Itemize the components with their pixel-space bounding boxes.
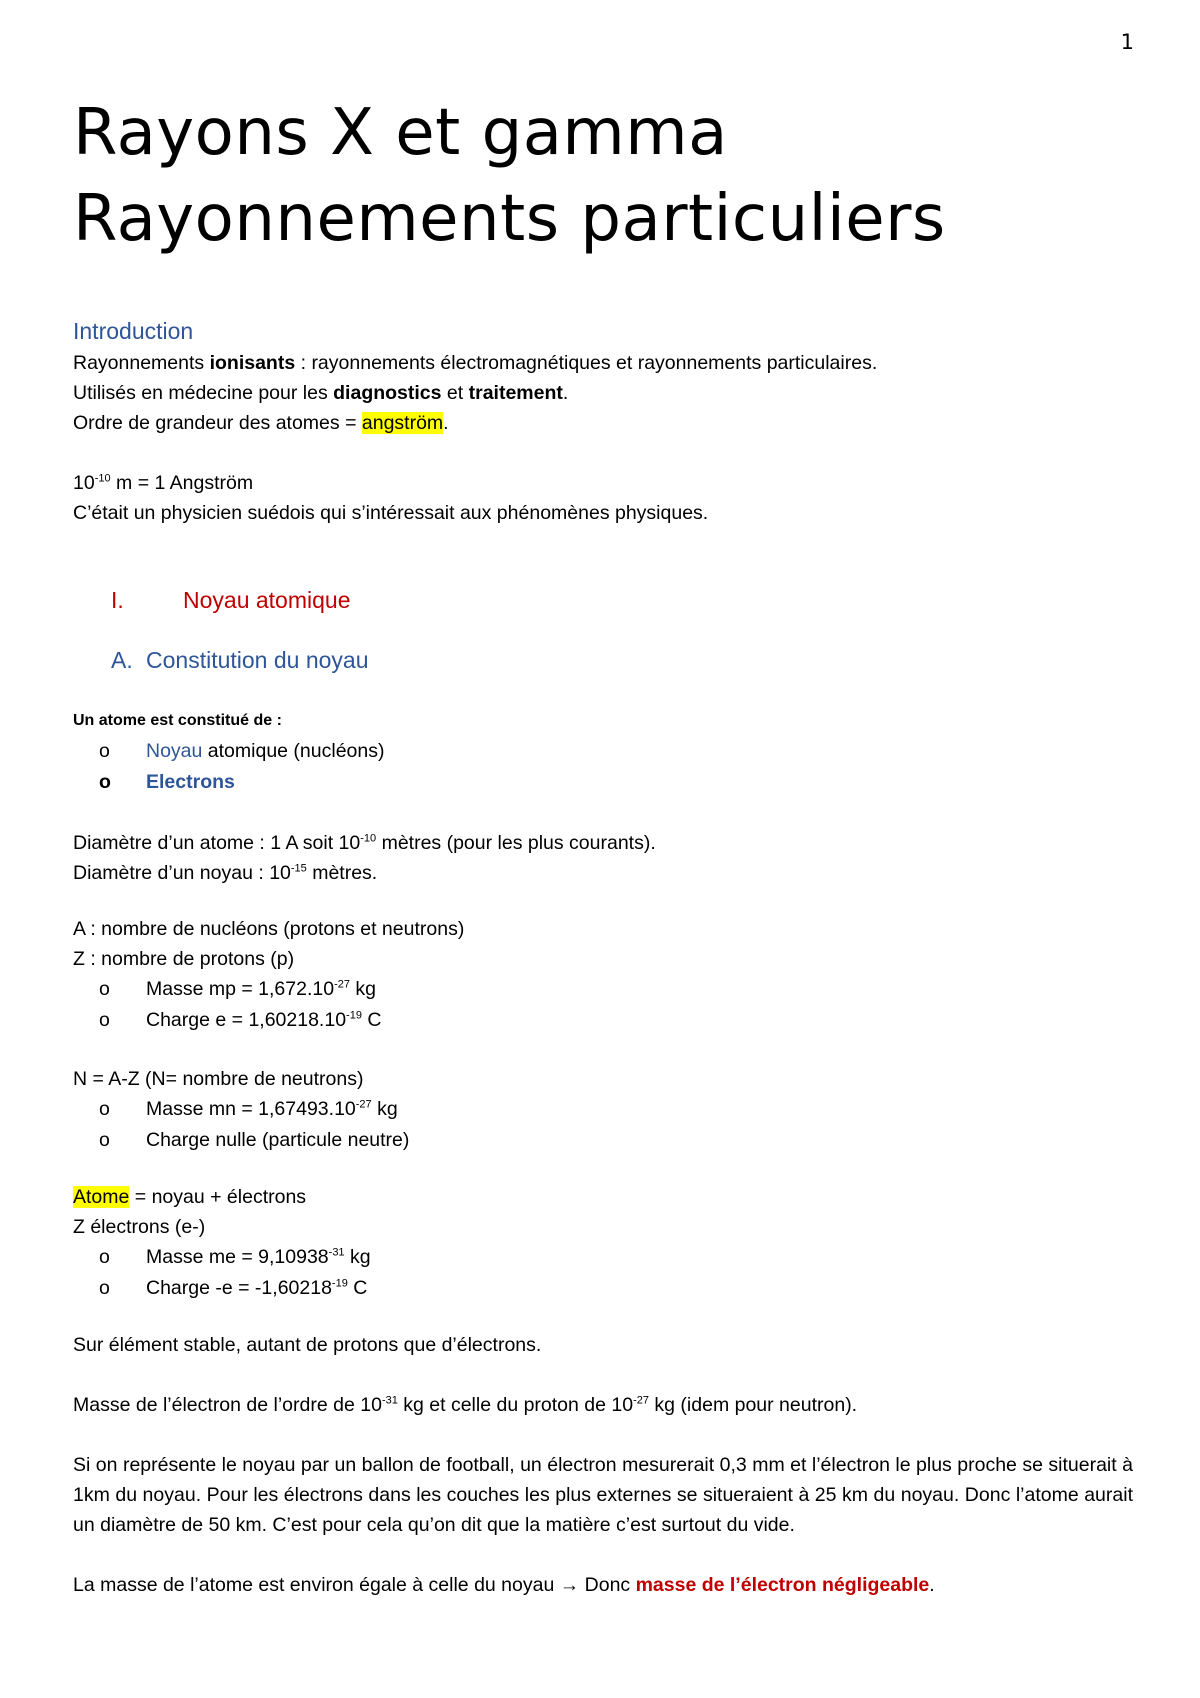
diameter-nucleus: Diamètre d’un noyau : $10^{-15}$ mètres. — [73, 862, 378, 884]
intro-line-2: Utilisés en médecine pour les diagnostics et traitement. — [73, 382, 569, 404]
list-item: o Masse mp = $1,672.10^{-27}$ kg — [99, 978, 376, 1000]
list-item: o Charge $-e = -1,60218^{-19}$ C — [99, 1277, 368, 1299]
proton-list — [73, 974, 1133, 1036]
document-body — [73, 90, 1133, 1596]
intro-heading: Introduction — [73, 318, 194, 344]
mass-order: Masse de l’électron de l’ordre de $10^{-31}$ kg et celle du proton de $10^{-27}$ kg (idem pour neutron). — [73, 1394, 858, 1416]
intro-line-1: Rayonnements ionisants : rayonnements électromagnétiques et rayonnements particulaires. — [73, 352, 878, 374]
section-heading-A: A. Constitution du noyau — [111, 647, 369, 673]
diameter-atom: Diamètre d’un atome : 1 A soit $10^{-10}$ mètres (pour les plus courants). — [73, 832, 656, 854]
title-line-2: Rayonnements particuliers — [73, 182, 946, 256]
list-item: o Charge nulle (particule neutre) — [99, 1129, 410, 1151]
neutron-list — [73, 1094, 1133, 1156]
constitution-list — [73, 736, 1133, 798]
intro-line-3: Ordre de grandeur des atomes = angström. — [73, 412, 449, 434]
a-definition: A : nombre de nucléons (protons et neutrons) — [73, 918, 465, 940]
list-item: o Electrons — [99, 771, 235, 793]
highlight-atome: Atome — [73, 1186, 130, 1208]
atom-mass-conclusion: La masse de l’atome est environ égale à celle du noyau → Donc masse de l’électron négligeable. — [73, 1574, 935, 1596]
football-analogy: Si on représente le noyau par un ballon de football, un électron mesurerait 0,3 mm et l’électron le plus proche se situerait à 1km du noyau. Pour les électrons dans les couches les plus externes se situeraient à 25 km du noyau. Donc l’atome aurait un diamètre de 50 km. C’est pour cela qu’on dit que la matière c’est surtout du vide. — [73, 1454, 1133, 1536]
intro-line-4: $10^{-10}$ m = 1 Angström — [73, 472, 254, 494]
page-title — [73, 90, 1133, 262]
atome-definition: Atome = noyau + électrons — [73, 1186, 307, 1208]
constitution-block — [73, 706, 1133, 1600]
page-number: 1 — [1120, 30, 1134, 54]
list-item: o Masse me = $9,10938^{-31}$ kg — [99, 1246, 371, 1268]
list-item: o Noyau atomique (nucléons) — [99, 740, 385, 762]
highlight-angstrom: angström — [361, 412, 444, 434]
stable-element: Sur élément stable, autant de protons que d’électrons. — [73, 1334, 542, 1356]
section-heading-1: I. Noyau atomique — [111, 587, 351, 613]
electron-list — [73, 1242, 1133, 1304]
title-line-1: Rayons X et gamma — [73, 96, 728, 170]
constitution-lead: Un atome est constitué de : — [73, 712, 282, 729]
z-definition: Z : nombre de protons (p) — [73, 948, 295, 970]
list-item: o Masse mn = $1,67493.10^{-27}$ kg — [99, 1098, 398, 1120]
intro-block — [73, 348, 1133, 528]
n-definition: N = A-Z (N= nombre de neutrons) — [73, 1068, 364, 1090]
highlight-negligible: masse de l’électron négligeable — [635, 1574, 930, 1596]
z-electrons: Z électrons (e-) — [73, 1216, 206, 1238]
intro-line-5: C’était un physicien suédois qui s’intéressait aux phénomènes physiques. — [73, 502, 709, 524]
list-item: o Charge $e = 1,60218.10^{-19}$ C — [99, 1009, 382, 1031]
